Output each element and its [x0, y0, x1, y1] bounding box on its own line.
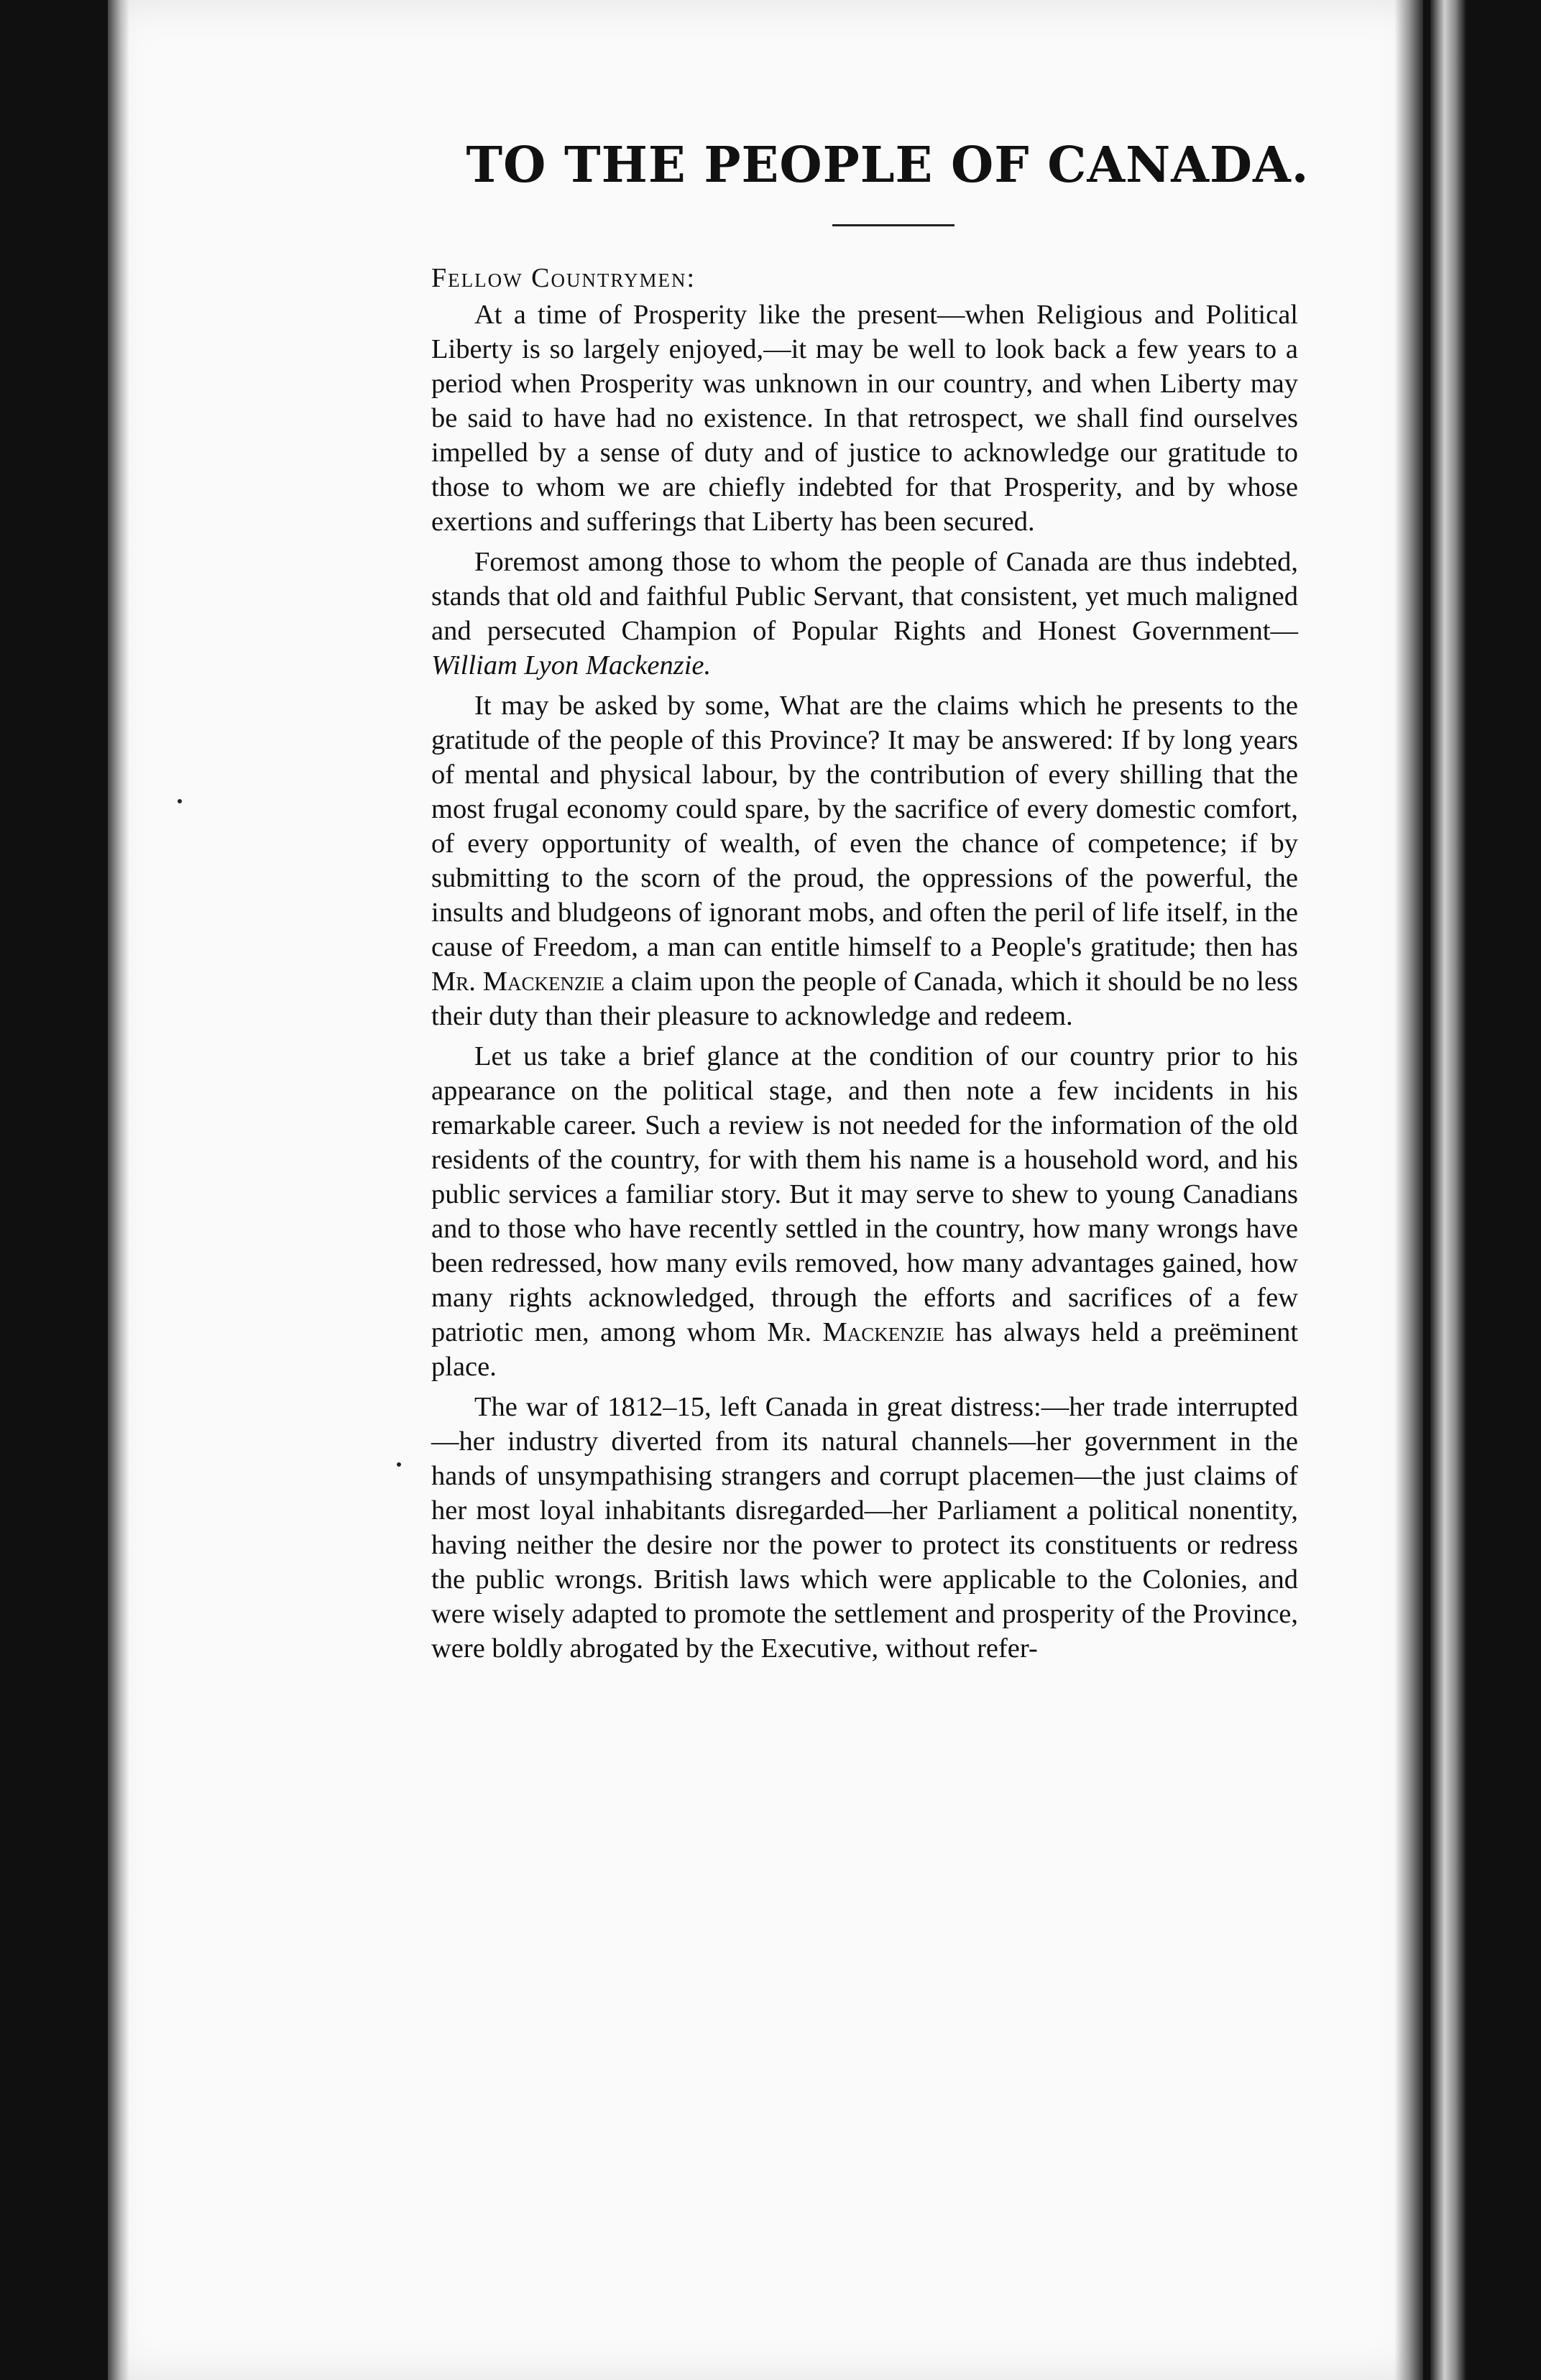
- ink-speck: [178, 799, 182, 803]
- paragraph-2: [431, 545, 1298, 683]
- paragraph-4-text-before: Let us take a brief glance at the condition of our country prior to his appearance on the political stage, and then note a few incidents in his remarkable career. Such a review is not needed for the information of the old residents of the country, for with them his name is a household word, and his public services a familiar story. But it may serve to shew to young Canadians and to those who have recently settled in the country, how many wrongs have been redressed, how many evils removed, how many advantages gained, how many rights acknowledged, through the efforts and sacrifices of a few patriotic men, among whom: [431, 1041, 1298, 1347]
- ink-speck: [397, 1462, 401, 1467]
- mackenzie-name: Mr. Mackenzie: [767, 1316, 944, 1347]
- adjacent-page-edge: [1430, 0, 1466, 2380]
- paragraph-5: The war of 1812–15, left Canada in great distress:—her trade interrupted—her industry diverted from its natural channels—her government in the hands of unsympathising strangers and corrupt placemen—the just claims of her most loyal inhabitants disregarded—her Parliament a political nonentity, having neither the desire nor the power to protect its constituents or redress the public wrongs. British laws which were applicable to the Colonies, and were wisely adapted to promote the settlement and prosperity of the Province, were boldly abrogated by the Executive, without refer-: [431, 1391, 1298, 1664]
- paragraph-3-text-after: a claim upon the people of Canada, which it should be no less their duty than their pleasure to acknowledge and redeem.: [431, 966, 1298, 1031]
- paragraph-1: At a time of Prosperity like the present—when Religious and Political Liberty is so largely enjoyed,—it may be well to look back a few years to a period when Prosperity was unknown in our country, and when Liberty may be said to have had no existence. In that retrospect, we shall find ourselves impelled by a sense of duty and of justice to acknowledge our gratitude to those to whom we are chiefly indebted for that Prosperity, and by whose exertions and sufferings that Liberty has been secured.: [431, 299, 1298, 537]
- mackenzie-full-name: William Lyon Mackenzie.: [431, 650, 712, 681]
- paragraph-4: [431, 1039, 1298, 1384]
- paragraph-3-text-before: It may be asked by some, What are the claims which he presents to the gratitude of the people of this Province? It may be answered: If by long years of mental and physical labour, by the contribution of every shilling that the most frugal economy could spare, by the sacrifice of every domestic comfort, of every opportunity of wealth, of even the chance of competence; if by submitting to the scorn of the proud, the oppressions of the powerful, the insults and bludgeons of ignorant mobs, and often the peril of life itself, in the cause of Freedom, a man can entitle himself to a People's gratitude; then has: [431, 690, 1298, 962]
- paragraph-2-text: Foremost among those to whom the people of Canada are thus indebted, stands that old and faithful Public Servant, that consistent, yet much maligned and persecuted Champion of Popular Rights and Honest Government—: [431, 546, 1298, 646]
- document-title: TO THE PEOPLE OF CANADA.: [466, 137, 1310, 194]
- text-column: [431, 137, 1310, 1671]
- paragraph-4-text-after: has always held a preëminent place.: [431, 1316, 1299, 1382]
- paragraph-3: [431, 688, 1298, 1033]
- salutation: Fellow Countrymen:: [431, 262, 696, 293]
- mackenzie-name: Mr. Mackenzie: [431, 966, 604, 997]
- title-divider: [832, 224, 954, 226]
